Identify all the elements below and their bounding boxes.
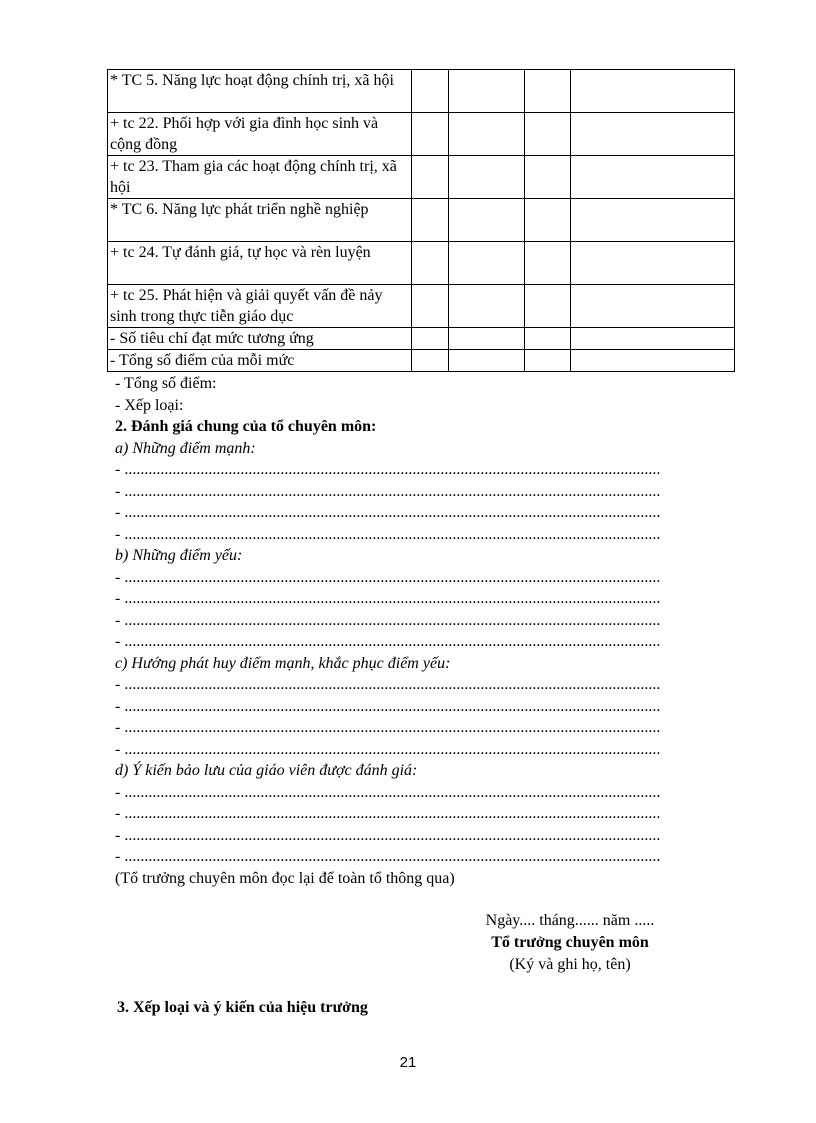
score-cell[interactable] [412, 113, 449, 156]
score-cell[interactable] [525, 242, 571, 285]
strengths-line[interactable]: - ...................................................................................................................................... [115, 482, 661, 500]
table-row [108, 113, 735, 156]
table-row [108, 242, 735, 285]
total-points-label: - Tổng số điểm: [115, 375, 217, 392]
ranking-label: - Xếp loại: [115, 396, 184, 414]
criteria-label: + tc 25. Phát hiện và giải quyết vấn đề nảy sinh trong thực tiễn giáo dục [108, 285, 412, 328]
approval-note: (Tổ trưởng chuyên môn đọc lại để toàn tổ thông qua) [115, 869, 455, 887]
score-cell[interactable] [412, 328, 449, 350]
signature-block [440, 910, 700, 976]
signature-date: Ngày.... tháng...... năm ..... [485, 912, 655, 929]
score-cell[interactable] [449, 156, 525, 199]
improvement-line[interactable]: - ...................................................................................................................................... [115, 740, 661, 758]
score-cell[interactable] [525, 285, 571, 328]
score-cell[interactable] [571, 328, 735, 350]
criteria-label: + tc 23. Tham gia các hoạt động chính trị, xã hội [108, 156, 412, 199]
strengths-heading: a) Những điểm mạnh: [115, 439, 256, 457]
strengths-line[interactable]: - ...................................................................................................................................... [115, 461, 661, 478]
strengths-line[interactable]: - ...................................................................................................................................... [115, 504, 661, 521]
improvement-line[interactable]: - ...................................................................................................................................... [115, 697, 661, 715]
score-cell[interactable] [571, 350, 735, 372]
weaknesses-heading: b) Những điểm yếu: [115, 547, 243, 564]
criteria-table [107, 69, 735, 372]
score-cell[interactable] [571, 285, 735, 328]
score-cell[interactable] [412, 350, 449, 372]
improvement-line[interactable]: - ...................................................................................................................................... [115, 676, 661, 693]
section-3-title: 3. Xếp loại và ý kiến của hiệu trưởng [117, 999, 368, 1016]
page-number: 21 [399, 1054, 417, 1071]
score-cell[interactable] [525, 350, 571, 372]
score-cell[interactable] [412, 199, 449, 242]
score-cell[interactable] [525, 70, 571, 113]
criteria-label: + tc 22. Phối hợp với gia đình học sinh và cộng đồng [108, 113, 412, 156]
table-row [108, 328, 735, 350]
signature-role: Tổ trưởng chuyên môn [491, 934, 649, 951]
criteria-label: * TC 5. Năng lực hoạt động chính trị, xã hội [108, 70, 412, 113]
score-cell[interactable] [525, 199, 571, 242]
table-row [108, 285, 735, 328]
score-cell[interactable] [449, 199, 525, 242]
score-cell[interactable] [525, 156, 571, 199]
score-cell[interactable] [571, 242, 735, 285]
teacher-opinion-line[interactable]: - ...................................................................................................................................... [115, 783, 661, 801]
score-cell[interactable] [571, 70, 735, 113]
score-cell[interactable] [571, 113, 735, 156]
score-cell[interactable] [412, 285, 449, 328]
teacher-opinion-line[interactable]: - ...................................................................................................................................... [115, 826, 661, 844]
teacher-opinion-line[interactable]: - ...................................................................................................................................... [115, 805, 661, 822]
criteria-label: + tc 24. Tự đánh giá, tự học và rèn luyện [108, 242, 412, 285]
score-cell[interactable] [449, 285, 525, 328]
signature-instruction: (Ký và ghi họ, tên) [509, 956, 631, 973]
section-2-title: 2. Đánh giá chung của tổ chuyên môn: [115, 418, 377, 435]
score-cell[interactable] [449, 328, 525, 350]
score-cell[interactable] [412, 242, 449, 285]
weaknesses-line[interactable]: - ...................................................................................................................................... [115, 611, 661, 629]
score-cell[interactable] [571, 199, 735, 242]
score-cell[interactable] [449, 242, 525, 285]
score-cell[interactable] [449, 350, 525, 372]
improvement-heading: c) Hướng phát huy điểm mạnh, khắc phục điểm yếu: [115, 654, 451, 672]
criteria-label: * TC 6. Năng lực phát triển nghề nghiệp [108, 199, 412, 242]
table-row [108, 70, 735, 113]
criteria-label: - Tổng số điểm của mỗi mức [108, 350, 412, 372]
score-cell[interactable] [449, 70, 525, 113]
teacher-opinion-heading: d) Ý kiến bảo lưu của giáo viên được đánh giá: [115, 762, 418, 779]
score-cell[interactable] [571, 156, 735, 199]
improvement-line[interactable]: - ...................................................................................................................................... [115, 719, 661, 736]
score-cell[interactable] [412, 70, 449, 113]
score-cell[interactable] [525, 113, 571, 156]
table-row [108, 156, 735, 199]
criteria-label: - Số tiêu chí đạt mức tương ứng [108, 328, 412, 350]
strengths-line[interactable]: - ...................................................................................................................................... [115, 525, 661, 543]
weaknesses-line[interactable]: - ...................................................................................................................................... [115, 590, 661, 607]
teacher-opinion-line[interactable]: - ...................................................................................................................................... [115, 848, 661, 865]
score-cell[interactable] [449, 113, 525, 156]
score-cell[interactable] [525, 328, 571, 350]
evaluation-section [115, 373, 740, 889]
table-row [108, 199, 735, 242]
table-row [108, 350, 735, 372]
weaknesses-line[interactable]: - ...................................................................................................................................... [115, 568, 661, 586]
score-cell[interactable] [412, 156, 449, 199]
weaknesses-line[interactable]: - ...................................................................................................................................... [115, 633, 661, 650]
